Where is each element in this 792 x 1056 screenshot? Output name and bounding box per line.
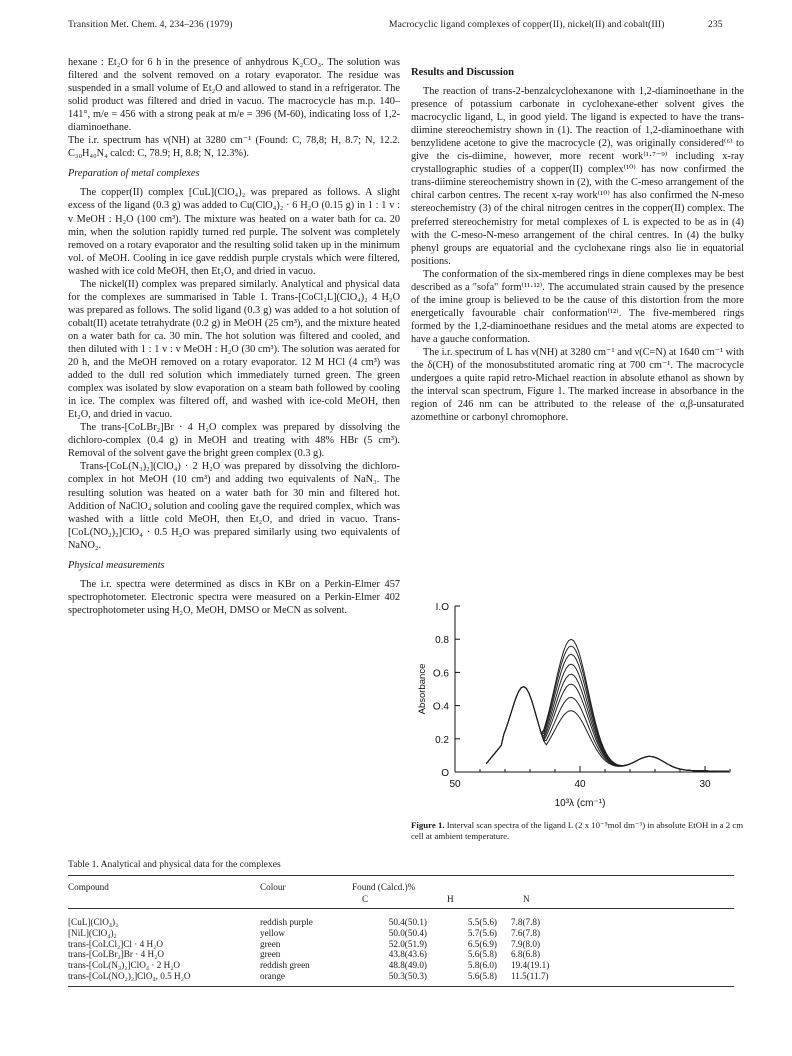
paragraph: Trans-[CoL(N₃)₂](ClO₄) · 2 H₂O was prepared by dissolving the dichloro-complex in hot MeOH (10 cm³) and adding two equivalents of NaN₃. The resulting solution was heated on a water bath for 30 min and filtered hot. Addition of NaClO₄ solution and cooling gave the required complex, which was washed with a little cold MeOH, then Et₂O, and dried in vacuo. Trans-[CoL(NO₂)₂]ClO₄ · 0.5 H₂O was prepared similarly using two equivalents of NaNO₂. (68, 461, 400, 551)
spectrum-curve (486, 639, 729, 771)
page-number: 235 (708, 19, 723, 30)
y-tick-label: I.O (435, 602, 449, 613)
section-heading: Results and Discussion (411, 67, 515, 78)
figure-caption-label: Figure 1. (411, 820, 445, 830)
spectrum-curve (486, 654, 729, 771)
paragraph: hexane : Et₂O for 6 h in the presence of anhydrous K₂CO₃. The solution was filtered and the solvent removed on a rotary evaporator. The residue was suspended in a small volume of Et₂O and allowed to stand in a refrigerator. The solid product was filtered and dried in vacuo. The macrocycle has m.p. 140–141°, m/e = 456 with a strong peak at m/e = 396 (M-60), indicating loss of 1,2-diaminoethane. (68, 57, 400, 134)
table-row (68, 928, 734, 939)
colour-cell: green (260, 938, 281, 949)
column-header: C (352, 893, 437, 909)
data-table (68, 875, 734, 987)
carbon-cell: 52.0(51.9) (388, 938, 427, 949)
section-heading: Preparation of metal complexes (68, 168, 200, 180)
hydrogen-cell: 5.6(5.8) (467, 949, 497, 960)
right-column (411, 66, 744, 424)
journal-citation: Transition Met. Chem. 4, 234–236 (1979) (68, 19, 233, 30)
column-header: Compound (68, 876, 260, 894)
carbon-cell: 50.0(50.4) (388, 927, 427, 938)
compound-cell: [CuL](ClO₄)₂ (68, 917, 119, 927)
hydrogen-cell: 5.6(5.8) (437, 971, 501, 986)
paragraph: The i.r. spectrum has ν(NH) at 3280 cm⁻¹ (Found: C, 78,8; H, 8.7; N, 12.2. C₃₀H₄₀N₄ calcd: C, 78.9; H, 8.8; N, 12.3%). (68, 135, 400, 160)
x-tick-label: 30 (699, 779, 711, 790)
colour-cell: reddish green (260, 960, 310, 971)
compound-cell: trans-[CoLCl₂]Cl · 4 H₂O (68, 938, 163, 949)
y-axis-label: Absorbance (417, 663, 428, 715)
carbon-cell: 43.8(43.6) (388, 949, 427, 960)
y-tick-label: 0.8 (435, 635, 449, 647)
carbon-cell: 48.8(49.0) (388, 960, 427, 971)
column-header: Colour (260, 876, 352, 894)
left-column (68, 56, 400, 617)
paragraph: The i.r. spectra were determined as discs in KBr on a Perkin-Elmer 457 spectrophotometer. Electronic spectra were measured on a Perkin-Elmer 402 spectrophotometer using H₂O, MeOH, DMSO or MeCN as solvent. (68, 578, 400, 616)
table-row (68, 909, 734, 928)
table-row (68, 949, 734, 960)
compound-cell: [NiL](ClO₄)₂ (68, 927, 117, 938)
hydrogen-cell: 6.5(6.9) (467, 938, 497, 949)
nitrogen-cell: 7.8(7.8) (511, 917, 541, 927)
chart-series (486, 639, 729, 771)
paragraph: The conformation of the six-membered rings in diene complexes may be best described as a "sofa" form⁽¹¹·¹²⁾. The accumulated strain caused by the presence of the imine group is believed to be the cause of this distortion from the more energetically favourable chair conformation⁽¹²⁾. The five-membered rings formed by the 1,2-diaminoethane residues and the metal atoms are expected to have a gauche conformation. (411, 268, 744, 345)
y-tick-label: O (441, 768, 449, 779)
compound-cell: trans-[CoLBr₂]Br · 4 H₂O (68, 949, 164, 960)
carbon-cell: 50.3(50.3) (352, 971, 437, 986)
nitrogen-cell: 19.4(19.1) (511, 960, 550, 971)
y-tick-label: 0.2 (435, 734, 449, 746)
y-tick-label: O.4 (432, 701, 449, 713)
x-tick-label: 50 (449, 779, 461, 790)
nitrogen-cell: 11.5(11.7) (501, 971, 734, 986)
x-axis-label: 10³λ (cm⁻¹) (554, 798, 606, 809)
column-header: Found (Calcd.)% (352, 876, 734, 894)
colour-cell: orange (260, 971, 352, 986)
paragraph: The copper(II) complex [CuL](ClO₄)₂ was prepared as follows. A slight excess of the ligand (0.3 g) was added to Cu(ClO₄)₂ · 6 H₂O (0.15 g) in 1 : 1 v : v MeOH : H₂O (100 cm³). The mixture was heated on a water bath for ca. 20 min, when the solution rapidly turned red purple. The solvent was completely removed on a rotary evaporator and the resulting solid taken up in the minimum vol. of MeOH. Cooling in ice gave reddish purple crystals which were filtered, washed with ice cold MeOH, then Et₂O, and dried in vacuo. (68, 187, 400, 277)
figure-1-chart (405, 596, 735, 818)
nitrogen-cell: 7.9(8.0) (511, 938, 541, 949)
compound-cell: trans-[CoL(N₃)₂]ClO₄ · 2 H₂O (68, 960, 181, 971)
chart-labels (417, 602, 711, 809)
table-title: Table 1. Analytical and physical data for the complexes (68, 859, 281, 870)
running-title: Macrocyclic ligand complexes of copper(II), nickel(II) and cobalt(III) (389, 19, 665, 30)
section-heading: Physical measurements (68, 559, 165, 571)
nitrogen-cell: 6.8(6.8) (511, 949, 541, 960)
figure-caption-text: Interval scan spectra of the ligand L (2 x 10⁻⁵mol dm⁻³) in absolute EtOH in a 2 cm cell at ambient temperature. (411, 820, 744, 841)
paragraph: The nickel(II) complex was prepared similarly. Analytical and physical data for the complexes are summarised in Table 1. Trans-[CoCl₂L](ClO₄)₂ 4 H₂O was prepared as follows. The solid ligand (0.3 g) was added to a hot solution of cobalt(II) acetate tetrahydrate (0.2 g) in MeOH (25 cm³), and the mixture heated on a water bath for ca. 30 min. The hot solution was filtered and cooled, and then diluted with 1 : 1 v : v MeOH : H₂O (30 cm³). The solution was aerated for 20 h, and the MeOH removed on a rotary evaporator. 12 M HCl (4 cm³) was added to the dull red solution which immediately turned green. The green complex was isolated by slow evaporation on a steam bath followed by cooling in ice. The complex was filtered off, and washed with ice-cold MeOH, then Et₂O, and dried in vacuo. (68, 278, 400, 421)
y-tick-label: O.6 (432, 668, 449, 680)
table-row (68, 960, 734, 971)
paragraph: The trans-[CoLBr₂]Br · 4 H₂O complex was prepared by dissolving the dichloro-complex (0.4 g) in MeOH and treating with 48% HBr (5 cm³). Removal of the solvent gave the bright green complex (0.3 g). (68, 422, 400, 460)
hydrogen-cell: 5.5(5.6) (467, 917, 497, 927)
column-header: N (501, 893, 734, 909)
compound-cell: trans-[CoL(NO₂)₂]ClO₄, 0.5 H₂O (68, 971, 260, 986)
figure-caption (411, 820, 746, 842)
nitrogen-cell: 7.6(7.8) (511, 927, 541, 938)
colour-cell: reddish purple (260, 917, 313, 927)
column-header: H (437, 893, 501, 909)
paragraph: The i.r. spectrum of L has ν(NH) at 3280 cm⁻¹ and ν(C=N) at 1640 cm⁻¹ with the δ(CH) of the monosubstituted aromatic ring at 700 cm⁻¹. The macrocycle undergoes a quite rapid retro-Michael reaction in absolute ethanol as shown by the interval scan spectrum, Figure 1. The marked increase in absorbance in the region of 246 nm can be attributed to the release of the α,β-unsaturated azomethine or carbonyl chromophore. (411, 346, 744, 424)
colour-cell: green (260, 949, 281, 960)
table-row (68, 939, 734, 950)
x-tick-label: 40 (574, 779, 586, 790)
spectrum-curve (486, 646, 729, 771)
hydrogen-cell: 5.8(6.0) (467, 960, 497, 971)
carbon-cell: 50.4(50.1) (388, 917, 427, 927)
paragraph: The reaction of trans-2-benzalcyclohexanone with 1,2-diaminoethane in the presence of potassium carbonate in cyclohexane-ether solvent gives the macrocyclic ligand, L, in good yield. The ligand is expected to have the trans-diimine stereochemistry shown in (1). The reaction of 1,2-diaminoethane with benzylidene acetone to give the macrocycle (2), was originally considered⁽⁶⁾ to give the cis-diimine, however, more recent work⁽¹·⁷⁻⁹⁾ including x-ray crystallographic studies of a copper(II) complex⁽¹⁰⁾ has now confirmed the trans-diimine stereochemistry shown in (2), with the C-meso arrangement of the chiral carbon centres. The recent x-ray work⁽¹⁰⁾ has also confirmed the N-meso stereochemistry (3) of the chiral nitrogen centres in the copper(II) complex. The preferred stereochemistry for metal complexes of L is expected to be as in (4) with the C-meso-N-meso arrangement of the chiral centres. In (4) the bulky phenyl groups are equatorial and the cyclohexane rings also lie in equatorial positions. (411, 86, 744, 267)
hydrogen-cell: 5.7(5.6) (467, 927, 497, 938)
colour-cell: yellow (260, 927, 286, 938)
chart-axes (455, 606, 730, 772)
table-row (68, 971, 734, 986)
